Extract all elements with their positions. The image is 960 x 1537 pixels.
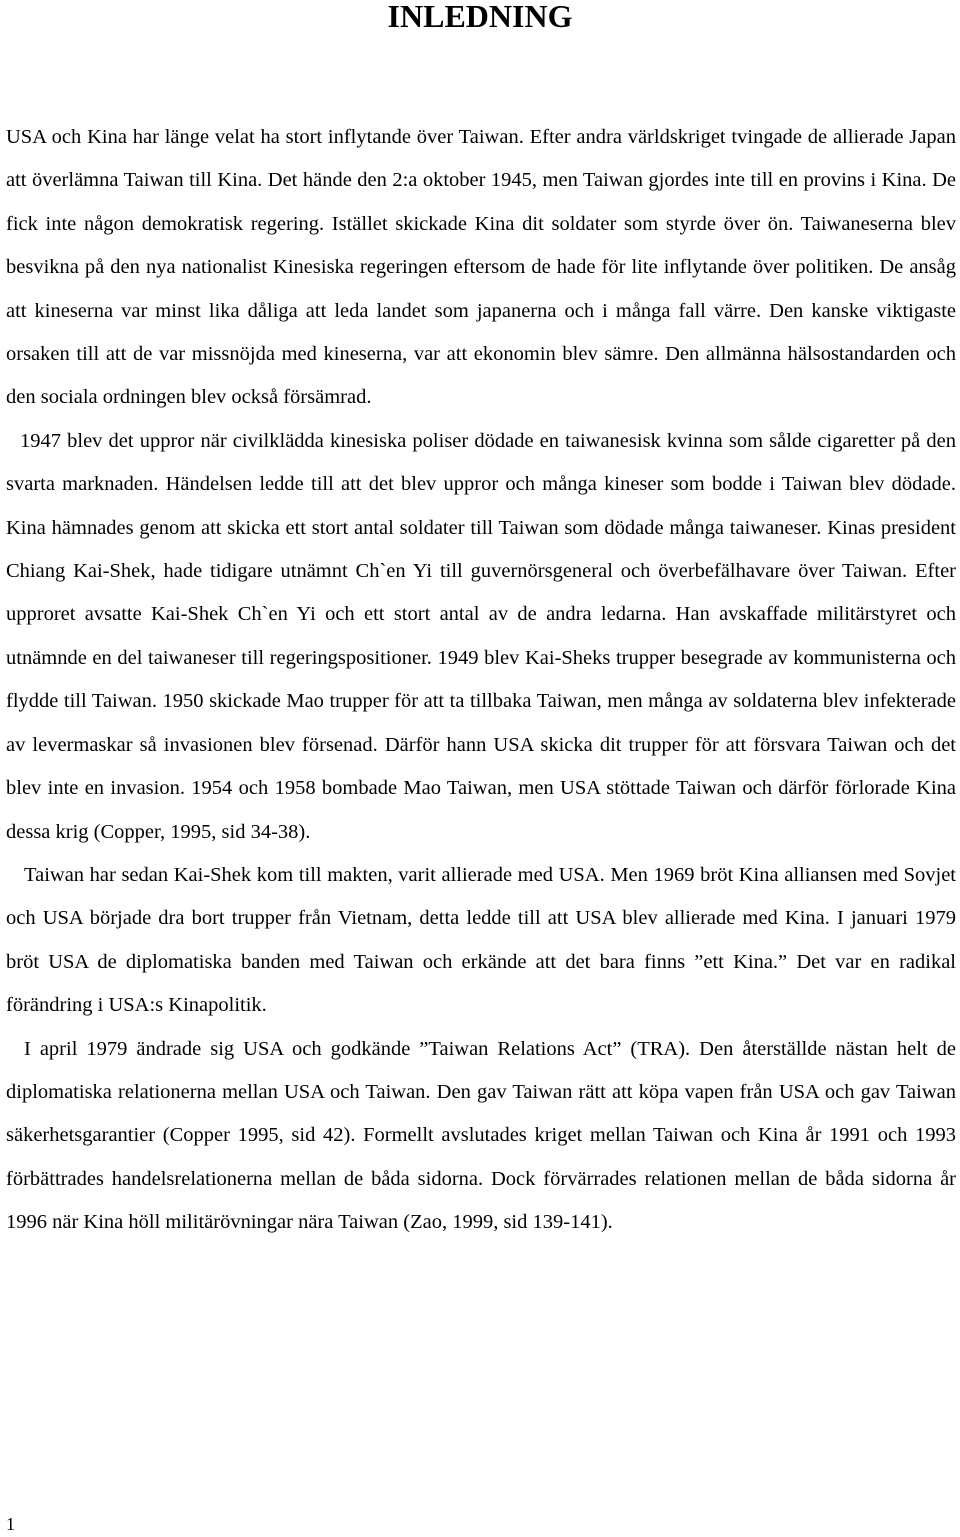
page-title: INLEDNING xyxy=(387,0,573,34)
paragraph-4: I april 1979 ändrade sig USA och godkände ”Taiwan Relations Act” (TRA). Den återställde nästan helt de diplomatiska relationerna mellan USA och Taiwan. Den gav Taiwan rätt att köpa vapen från USA och gav Taiwan säkerhetsgarantier (Copper 1995, sid 42). Formellt avslutades kriget mellan Taiwan och Kina år 1991 och 1993 förbättrades handelsrelationerna mellan de båda sidorna. Dock förvärrades relationen mellan de båda sidorna år 1996 när Kina höll militärövningar nära Taiwan (Zao, 1999, sid 139-141). xyxy=(6,1037,956,1234)
document-body xyxy=(6,116,956,1245)
paragraph-1: USA och Kina har länge velat ha stort inflytande över Taiwan. Efter andra världskriget tvingade de allierade Japan att överlämna Taiwan till Kina. Det hände den 2:a oktober 1945, men Taiwan gjordes inte till en provins i Kina. De fick inte någon demokratisk regering. Istället skickade Kina dit soldater som styrde över ön. Taiwaneserna blev besvikna på den nya nationalist Kinesiska regeringen eftersom de hade för lite inflytande över politiken. De ansåg att kineserna var minst lika dåliga att leda landet som japanerna och i många fall värre. Den kanske viktigaste orsaken till att de var missnöjda med kineserna, var att ekonomin blev sämre. Den allmänna hälsostandarden och den sociala ordningen blev också försämrad. xyxy=(6,126,956,409)
page-number: 1 xyxy=(6,1514,15,1534)
paragraph-2: 1947 blev det uppror när civilklädda kinesiska poliser dödade en taiwanesisk kvinna som sålde cigaretter på den svarta marknaden. Händelsen ledde till att det blev uppror och många kineser som bodde i Taiwan blev dödade. Kina hämnades genom att skicka ett stort antal soldater till Taiwan som dödade många taiwaneser. Kinas president Chiang Kai-Shek, hade tidigare utnämnt Ch`en Yi till guvernörsgeneral och överbefälhavare över Taiwan. Efter upproret avsatte Kai-Shek Ch`en Yi och ett stort antal av de andra ledarna. Han avskaffade militärstyret och utnämnde en del taiwaneser till regeringspositioner. 1949 blev Kai-Sheks trupper besegrade av kommunisterna och flydde till Taiwan. 1950 skickade Mao trupper för att ta tillbaka Taiwan, men många av soldaterna blev infekterade av levermaskar så invasionen blev försenad. Därför hann USA skicka dit trupper för att försvara Taiwan och det blev inte en invasion. 1954 och 1958 bombade Mao Taiwan, men USA stöttade Taiwan och därför förlorade Kina dessa krig (Copper, 1995, sid 34-38). xyxy=(6,429,956,843)
paragraph-3: Taiwan har sedan Kai-Shek kom till makten, varit allierade med USA. Men 1969 bröt Kina alliansen med Sovjet och USA började dra bort trupper från Vietnam, detta ledde till att USA blev allierade med Kina. I januari 1979 bröt USA de diplomatiska banden med Taiwan och erkände att det bara finns ”ett Kina.” Det var en radikal förändring i USA:s Kinapolitik. xyxy=(6,863,956,1017)
